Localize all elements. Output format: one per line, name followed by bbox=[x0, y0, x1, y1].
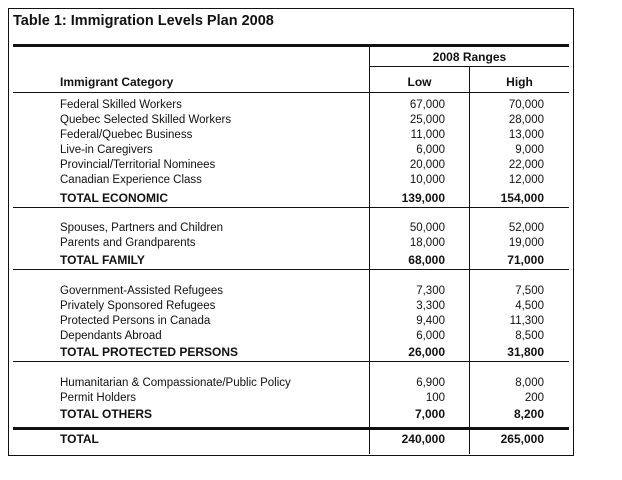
low-value: 18,000 bbox=[409, 237, 445, 249]
low-value: 3,300 bbox=[416, 300, 445, 312]
header-high: High bbox=[506, 75, 533, 89]
high-value: 200 bbox=[524, 392, 544, 404]
section-rule bbox=[13, 361, 569, 362]
subtotal-row bbox=[0, 253, 622, 268]
row-label: Parents and Grandparents bbox=[60, 237, 196, 249]
row-label: TOTAL PROTECTED PERSONS bbox=[60, 345, 239, 359]
table-row bbox=[0, 314, 622, 329]
table-row bbox=[0, 173, 622, 188]
low-value: 26,000 bbox=[408, 345, 445, 359]
low-value: 10,000 bbox=[409, 174, 445, 186]
high-value: 52,000 bbox=[508, 222, 544, 234]
high-value: 22,000 bbox=[508, 159, 544, 171]
low-value: 50,000 bbox=[409, 222, 445, 234]
header-rule bbox=[13, 92, 569, 93]
row-label: Live-in Caregivers bbox=[60, 144, 153, 156]
high-value: 4,500 bbox=[515, 300, 544, 312]
low-value: 100 bbox=[425, 392, 445, 404]
row-label: Government-Assisted Refugees bbox=[60, 285, 223, 297]
row-label: Federal Skilled Workers bbox=[60, 99, 182, 111]
high-value: 265,000 bbox=[500, 432, 544, 446]
table-row bbox=[0, 329, 622, 344]
section-rule bbox=[13, 269, 569, 270]
low-value: 6,000 bbox=[416, 144, 445, 156]
row-label: Canadian Experience Class bbox=[60, 174, 202, 186]
low-value: 6,000 bbox=[416, 330, 445, 342]
low-value: 67,000 bbox=[409, 99, 445, 111]
high-value: 13,000 bbox=[508, 129, 544, 141]
row-label: Quebec Selected Skilled Workers bbox=[60, 114, 232, 126]
low-value: 7,000 bbox=[414, 407, 445, 421]
high-value: 28,000 bbox=[508, 114, 544, 126]
high-value: 19,000 bbox=[508, 237, 544, 249]
high-value: 7,500 bbox=[515, 285, 544, 297]
high-value: 11,300 bbox=[509, 315, 544, 327]
table-row bbox=[0, 98, 622, 113]
ranges-header: 2008 Ranges bbox=[432, 50, 507, 64]
high-value: 70,000 bbox=[508, 99, 544, 111]
row-label: Privately Sponsored Refugees bbox=[60, 300, 216, 312]
table-row bbox=[0, 299, 622, 314]
row-label: TOTAL bbox=[60, 432, 99, 446]
top-rule bbox=[13, 44, 569, 47]
row-label: Humanitarian & Compassionate/Public Policy bbox=[60, 377, 291, 389]
header-low: Low bbox=[407, 75, 432, 89]
row-label: Federal/Quebec Business bbox=[60, 129, 193, 141]
table-row bbox=[0, 128, 622, 143]
row-label: TOTAL ECONOMIC bbox=[60, 191, 168, 205]
high-value: 12,000 bbox=[508, 174, 544, 186]
subtotal-row bbox=[0, 191, 622, 206]
high-value: 71,000 bbox=[507, 253, 544, 267]
low-value: 11,000 bbox=[410, 129, 445, 141]
table-row bbox=[0, 113, 622, 128]
row-label: TOTAL FAMILY bbox=[60, 253, 145, 267]
row-label: Protected Persons in Canada bbox=[60, 315, 211, 327]
low-value: 139,000 bbox=[401, 191, 445, 205]
high-value: 8,500 bbox=[515, 330, 544, 342]
row-label: Provincial/Territorial Nominees bbox=[60, 159, 216, 171]
high-value: 31,800 bbox=[507, 345, 544, 359]
row-label: Permit Holders bbox=[60, 392, 137, 404]
table-row bbox=[0, 391, 622, 406]
header-category: Immigrant Category bbox=[60, 75, 174, 89]
grand-total-row bbox=[0, 432, 622, 447]
table-row bbox=[0, 221, 622, 236]
low-value: 68,000 bbox=[408, 253, 445, 267]
low-value: 6,900 bbox=[416, 377, 445, 389]
low-value: 7,300 bbox=[416, 285, 445, 297]
table-row bbox=[0, 284, 622, 299]
low-value: 9,400 bbox=[416, 315, 445, 327]
low-value: 20,000 bbox=[409, 159, 445, 171]
section-rule bbox=[13, 207, 569, 208]
table-row bbox=[0, 158, 622, 173]
high-value: 9,000 bbox=[515, 144, 544, 156]
table-title: Table 1: Immigration Levels Plan 2008 bbox=[13, 13, 274, 29]
high-value: 8,000 bbox=[515, 377, 544, 389]
low-value: 240,000 bbox=[401, 432, 445, 446]
subtotal-row bbox=[0, 407, 622, 422]
row-label: TOTAL OTHERS bbox=[60, 407, 153, 421]
subtotal-row bbox=[0, 345, 622, 360]
row-label: Spouses, Partners and Children bbox=[60, 222, 224, 234]
section-rule bbox=[13, 427, 569, 430]
table-row bbox=[0, 236, 622, 251]
row-label: Dependants Abroad bbox=[60, 330, 162, 342]
high-value: 154,000 bbox=[500, 191, 544, 205]
table-row bbox=[0, 376, 622, 391]
table-row bbox=[0, 143, 622, 158]
low-value: 25,000 bbox=[409, 114, 445, 126]
high-value: 8,200 bbox=[513, 407, 544, 421]
